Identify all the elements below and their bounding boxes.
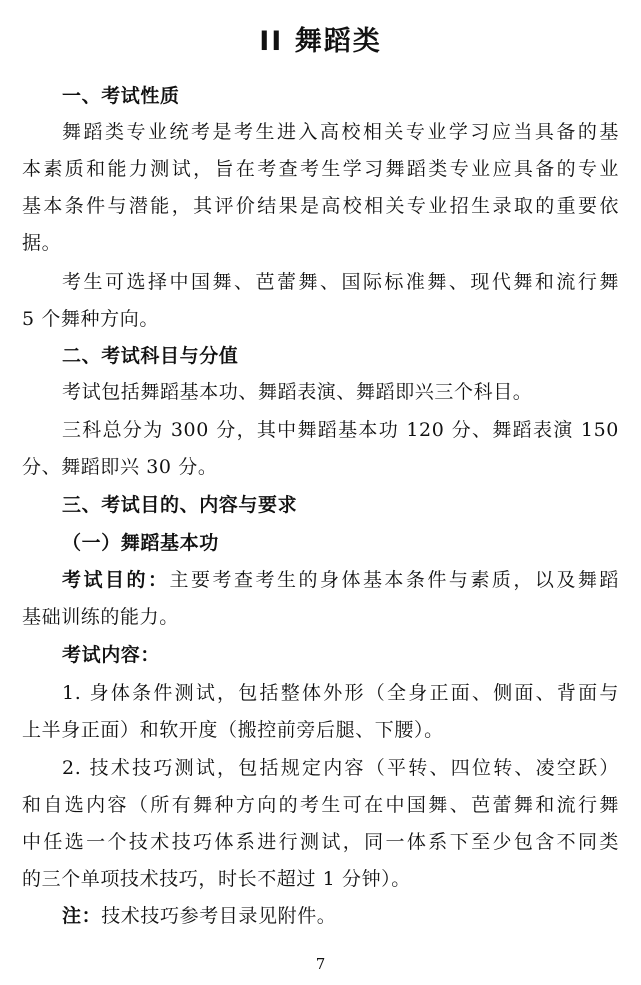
list-item-line: 1. 身体条件测试，包括整体外形（全身正面、侧面、背面与: [62, 682, 619, 704]
list-item-line: 的三个单项技术技巧，时长不超过 1 分钟）。: [22, 868, 411, 890]
subsection-heading-basic-skills: （一）舞蹈基本功: [62, 532, 219, 554]
paragraph-line: 基本条件与潜能，其评价结果是高校相关专业招生录取的重要依: [22, 195, 619, 217]
note-line: [62, 900, 641, 932]
page-number: 7: [315, 955, 326, 973]
paragraph-line: 三科总分为 300 分，其中舞蹈基本功 120 分、舞蹈表演 150: [62, 419, 619, 441]
list-item-line: 和自选内容（所有舞种方向的考生可在中国舞、芭蕾舞和流行舞: [22, 794, 619, 816]
paragraph-line: 考试包括舞蹈基本功、舞蹈表演、舞蹈即兴三个科目。: [62, 381, 533, 403]
section-heading-subjects: 二、考试科目与分值: [62, 345, 239, 367]
purpose-label: 考试目的：: [62, 569, 170, 591]
note-text: 技术技巧参考目录见附件。: [101, 905, 337, 927]
paragraph-line: 基础训练的能力。: [22, 606, 179, 628]
page-title: II 舞蹈类: [259, 26, 382, 57]
section-heading-exam-nature: 一、考试性质: [62, 85, 180, 107]
purpose-line: [62, 564, 619, 596]
paragraph-line: 舞蹈类专业统考是考生进入高校相关专业学习应当具备的基: [62, 121, 619, 143]
paragraph-line: 据。: [22, 232, 62, 254]
paragraph-line: 5 个舞种方向。: [22, 308, 159, 330]
note-label: 注：: [62, 905, 102, 927]
list-item-line: 上半身正面）和软开度（搬控前旁后腿、下腰）。: [22, 719, 444, 741]
paragraph-line: 考生可选择中国舞、芭蕾舞、国际标准舞、现代舞和流行舞: [62, 271, 619, 293]
paragraph-line: 分、舞蹈即兴 30 分。: [22, 456, 218, 478]
list-item-line: 中任选一个技术技巧体系进行测试，同一体系下至少包含不同类: [22, 831, 619, 853]
section-heading-purpose-content: 三、考试目的、内容与要求: [62, 494, 298, 516]
purpose-text: 主要考查考生的身体基本条件与素质，以及舞蹈: [169, 569, 619, 591]
content-label: 考试内容：: [62, 644, 161, 666]
list-item-line: 2. 技术技巧测试，包括规定内容（平转、四位转、凌空跃）: [62, 757, 619, 779]
paragraph-line: 本素质和能力测试，旨在考查考生学习舞蹈类专业应具备的专业: [22, 158, 619, 180]
